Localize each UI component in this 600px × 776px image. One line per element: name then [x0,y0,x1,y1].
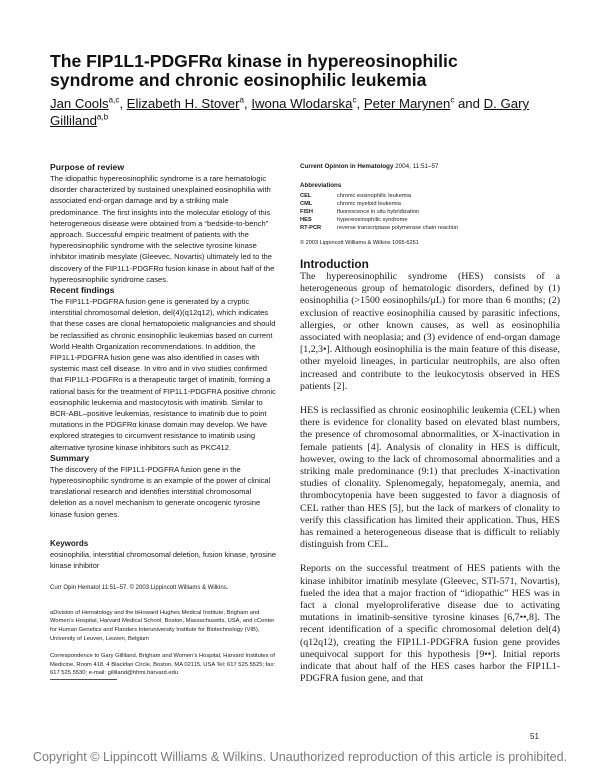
copyright-footer: Copyright © Lippincott Williams & Wilkins. Unauthorized reproduction of this article is prohibited. [32,750,568,764]
abbreviations-list [300,193,560,233]
author-name[interactable]: D. Gary Gilliland [50,96,530,128]
author-separator: , [119,96,127,111]
abbreviations-heading: Abbreviations [300,182,342,189]
author-affiliation-marker: a,c [108,95,120,105]
author-list [50,95,560,129]
article-title [50,52,560,90]
author-affiliation-marker: a [239,95,244,105]
abbreviation-row [300,201,560,209]
keywords-text: eosinophilia, interstitial chromosomal deletion, fusion kinase, tyrosine kinase inhibitor [50,549,276,570]
purpose-heading: Purpose of review [50,162,125,172]
author-name[interactable]: Jan Cools [50,96,109,111]
findings-text: The FIP1L1-PDGFRA fusion gene is generated by a cryptic interstitial chromosomal deletion, del(4)(q12q12), which indicates that these cases are clonal hematopoietic malignancies and should be reclassified as chronic eosinophilic leukemias based on current World Health Organization recommendations. In addition, the FIP1L1-PDGFRA fusion gene was also identified in cases with systemic mast cell disease. In vitro and in vivo studies confirmed that FIP1L1-PDGFRα is a therapeutic target of imatinib, forming a rational basis for the treatment of FIP1L1-PDGFRA positive chronic eosinophilic leukemia and mastocytosis with imatinib. Similar to BCR-ABL–positive leukemias, resistance to imatinib due to point mutations in the PDGFRα kinase domain may develop. We have explored strategies to circumvent resistance to imatinib using alternative tyrosine kinase inhibitors such as PKC412. [50,297,276,452]
title-line-2: syndrome and chronic eosinophilic leukemia [50,70,427,90]
introduction-paragraph-2: HES is reclassified as chronic eosinophilic leukemia (CEL) when there is evidence for clonality based on elevated blast numbers, the presence of chromosomal abnormalities, or X-inactivation in female patients [4]. Analysis of clonality in HES is difficult, however, owing to the lack of chromosomal abnormalities and a striking male predominance (9:1) that precludes X-inactivation studies of clonality. Splenomegaly, hepatomegaly, anemia, and thrombocytopenia have been suggested to favor a diagnosis of CEL rather than HES [5], but the lack of markers of clonality to verify this classification has limited their application. Thus, HES has remained a heterogeneous disease that is difficult to reliably distinguish from CEL. [300,404,560,551]
abbreviation-term: CEL [300,193,312,199]
journal-name: Current Opinion in Hematology [300,163,394,170]
author-affiliation-marker: c [352,95,357,105]
author-separator: , [244,96,252,111]
author-name[interactable]: Peter Marynen [363,96,451,111]
affiliation-text: aDivision of Hematology and the bHoward Hughes Medical Institute, Brigham and Women’s Hospital, Harvard Medical School, Boston, Massachusetts, USA, and cCenter for Human Genetics and Flanders Interuniversity Institute for Biotechnology (VIB), University of Leuven, Leuven, Belgium [50,609,275,642]
body-column [300,162,560,685]
copyright-block: © 2003 Lippincott Williams & Wilkins 1065-6251 [300,239,419,246]
journal-line [300,162,560,171]
summary-text: The discovery of the FIP1L1-PDGFRA fusion gene in the hypereosinophilic syndrome is an example of the power of clinical translational research and identifies interstitial chromosomal deletion as a novel mechanism to generate oncogenic tyrosine kinase fusion genes. [50,464,271,519]
citation-line: Curr Opin Hematol 11:51–57. © 2003 Lippincott Williams & Wilkins. [50,584,229,591]
author-affiliation-marker: a,b [96,112,109,122]
abbreviation-definition: fluorescence in situ hybridization [337,208,420,215]
abbreviation-row [300,225,560,233]
abbreviation-row [300,209,560,217]
abbreviation-term: FISH [300,208,313,215]
summary-heading: Summary [50,452,90,463]
findings-heading: Recent findings [50,285,115,296]
author-separator: , [356,96,364,111]
page-number: 51 [530,732,539,741]
title-line-1: The FIP1L1-PDGFRα kinase in hypereosinophilic [50,51,458,71]
abbreviation-term: RT-PCR [300,224,322,231]
abbreviation-definition: hypereosinophilic syndrome [337,216,408,223]
author-affiliation-marker: c [450,95,455,105]
author-name[interactable]: Elizabeth H. Stover [126,96,240,111]
abbreviation-definition: chronic myeloid leukemia [337,200,401,207]
keywords-heading: Keywords [50,538,89,548]
abbreviation-term: CML [300,200,313,207]
introduction-paragraph-3: Reports on the successful treatment of HES patients with the kinase inhibitor imatinib mesylate (Gleevec, STI-571, Novartis), fueled the idea that a major fraction of “idiopathic” HES was in fact a clonal myeloproliferative disease due to activating mutations in imatinib-sensitive tyrosine kinases [6,7••,8]. The recent identification of a specific chromosomal deletion del(4)(q12q12), creating the FIP1L1-PDGFRA fusion gene provides unequivocal support for this hypothesis [9••]. Initial reports indicate that about half of the HES cases harbor the FIP1L1-PDGFRA fusion gene, and that [300,563,560,685]
introduction-heading: Introduction [300,256,369,271]
abbreviation-definition: reverse transcriptase polymerase chain reaction [337,224,459,231]
abbreviation-definition: chronic eosinophilic leukemia [337,193,411,199]
purpose-text: The idiopathic hypereosinophilic syndrome is a rare hematologic disorder characterized by sustained unexplained eosinophilia with associated end-organ damage and by a striking male predominance. The first insights into the molecular etiology of this heterogeneous disease were obtained from a “bedside-to-bench” approach. Successful empiric treatment of patients with the hypereosinophilic syndrome with the selective tyrosine kinase inhibitor imatinib mesylate (Gleevec, Novartis) ultimately led to the discovery of the FIP1L1-PDGFRα fusion kinase in about half of the hypereosinophilic syndrome cases. [50,174,275,284]
introduction-paragraph-1: The hypereosinophilic syndrome (HES) consists of a heterogeneous group of hematologic disorders, defined by (1) eosinophilia (>1500 eosinophils/μL) for more than 6 months; (2) exclusion of reactive eosinophilia caused by parasitic infections, allergies, or other known causes, as well as eosinophilia associated with neoplasia; and (3) evidence of end-organ damage [1,2,3•]. Although eosinophilia is the main feature of this disease, other myeloid lineages, in particular neutrophils, are also often increased and contribute to the leukocytosis observed in HES patients [2]. [300,270,560,392]
journal-issue: 2004, 11:51–57 [393,163,439,170]
author-and: and [454,96,484,111]
abstract-column [50,162,280,678]
author-name[interactable]: Iwona Wlodarska [251,96,353,111]
abbreviation-term: HES [300,216,312,223]
correspondence-text: Correspondence to Gary Gilliland, Brigham and Women’s Hospital, Harvard Institutes of Medicine, Room 418, 4 Blackfan Circle, Boston, MA 02115, USA Tel: 617 525 5525; fax: 617 525 5530; e-mail: gilliland@hhmi.harvard.edu [50,653,276,677]
abbreviation-row [300,193,560,201]
abbreviation-row [300,217,560,225]
footnote-divider [50,679,117,680]
